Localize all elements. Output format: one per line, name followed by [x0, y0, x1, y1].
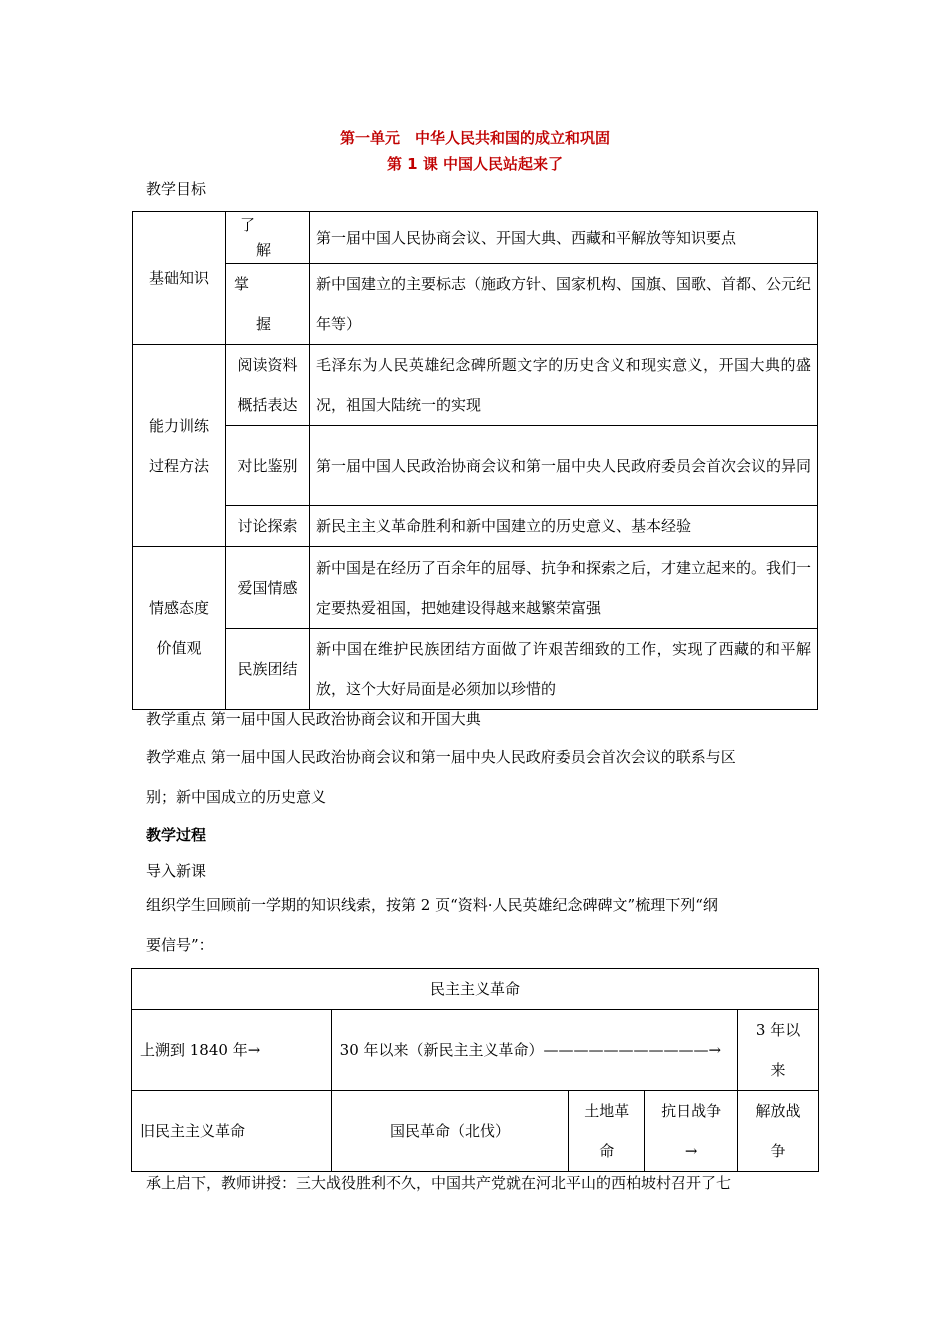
- content-cell: 新中国在维护民族团结方面做了许艰苦细致的工作，实现了西藏的和平解放，这个大好局面是必须加以珍惜的: [310, 629, 818, 710]
- skill-cell: 对比鉴别: [226, 426, 310, 506]
- skill-cell: 爱国情感: [226, 547, 310, 629]
- table-row: [133, 426, 818, 506]
- content-cell: 第一届中国人民政治协商会议和第一届中央人民政府委员会首次会议的异同: [310, 426, 818, 506]
- category-cell: 能力训练 过程方法: [133, 345, 226, 547]
- program-cell: 上溯到 1840 年→: [132, 1010, 332, 1091]
- content-cell: 新民主主义革命胜利和新中国建立的历史意义、基本经验: [310, 506, 818, 547]
- content-cell: 第一届中国人民协商会议、开国大典、西藏和平解放等知识要点: [310, 212, 818, 264]
- program-cell: 抗日战争 →: [645, 1091, 738, 1172]
- program-table: [131, 968, 819, 1172]
- program-cell: 旧民主主义革命: [132, 1091, 332, 1172]
- skill-cell: 讨论探索: [226, 506, 310, 547]
- table-row: [133, 212, 818, 264]
- table-row: [132, 1091, 819, 1172]
- table-row: [133, 506, 818, 547]
- program-cell: 3 年以 来: [738, 1010, 819, 1091]
- table-row: [133, 345, 818, 426]
- objectives-table: [132, 211, 818, 710]
- category-cell: 基础知识: [133, 212, 226, 345]
- intro-heading: 导入新课: [146, 862, 207, 880]
- difficult-points-line-1: 教学难点 第一届中国人民政治协商会议和第一届中央人民政府委员会首次会议的联系与区: [146, 748, 736, 766]
- program-cell: 30 年以来（新民主主义革命）———————————→: [331, 1010, 737, 1091]
- table-row: [133, 629, 818, 710]
- objectives-heading: 教学目标: [146, 180, 207, 198]
- skill-cell: 民族团结: [226, 629, 310, 710]
- program-cell: 土地革 命: [569, 1091, 645, 1172]
- skill-cell: 了 解: [226, 212, 310, 264]
- content-cell: 毛泽东为人民英雄纪念碑所题文字的历史含义和现实意义，开国大典的盛况，祖国大陆统一的实现: [310, 345, 818, 426]
- skill-cell: 阅读资料 概括表达: [226, 345, 310, 426]
- program-cell: 国民革命（北伐）: [331, 1091, 569, 1172]
- table-row: [132, 1010, 819, 1091]
- table-row: [132, 969, 819, 1010]
- skill-cell: 掌 握: [226, 264, 310, 345]
- table-row: [133, 264, 818, 345]
- key-points: 教学重点 第一届中国人民政治协商会议和开国大典: [146, 710, 481, 728]
- difficult-points-line-2: 别；新中国成立的历史意义: [146, 788, 327, 806]
- intro-text-line-1: 组织学生回顾前一学期的知识线索，按第 2 页“资料·人民英雄纪念碑碑文”梳理下列“纲: [146, 896, 718, 914]
- content-cell: 新中国是在经历了百余年的屈辱、抗争和探索之后，才建立起来的。我们一定要热爱祖国，把她建设得越来越繁荣富强: [310, 547, 818, 629]
- unit-title: 第一单元 中华人民共和国的成立和巩固: [339, 129, 610, 147]
- content-cell: 新中国建立的主要标志（施政方针、国家机构、国旗、国歌、首都、公元纪年等）: [310, 264, 818, 345]
- process-heading: 教学过程: [146, 826, 207, 844]
- program-header-cell: 民主主义革命: [132, 969, 819, 1010]
- program-cell: 解放战 争: [738, 1091, 819, 1172]
- table-row: [133, 547, 818, 629]
- lesson-title: 第 1 课 中国人民站起来了: [386, 155, 564, 173]
- category-cell: 情感态度 价值观: [133, 547, 226, 710]
- continuation-text: 承上启下，教师讲授：三大战役胜利不久，中国共产党就在河北平山的西柏坡村召开了七: [146, 1174, 732, 1192]
- intro-text-line-2: 要信号”：: [146, 936, 214, 954]
